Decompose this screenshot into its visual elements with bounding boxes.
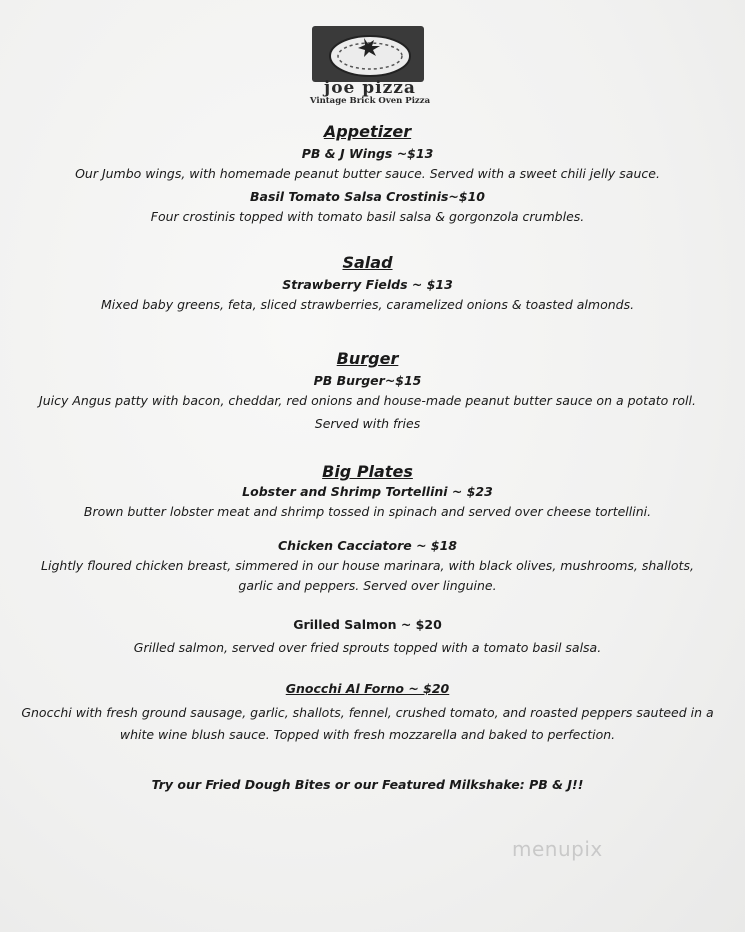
item-description: Four crostinis topped with tomato basil salsa & gorgonzola crumbles.	[150, 209, 585, 224]
item-description: Gnocchi with fresh ground sausage, garlic, shallots, fennel, crushed tomato, and roasted peppers sauteed in a	[21, 705, 714, 720]
item-description: Our Jumbo wings, with homemade peanut butter sauce. Served with a sweet chili jelly sauce.	[75, 166, 660, 181]
featured-note: Try our Fried Dough Bites or our Featured Milkshake: PB & J!!	[151, 777, 584, 792]
item-name: Basil Tomato Salsa Crostinis~$10	[250, 189, 485, 204]
section-title: Big Plates	[322, 462, 413, 481]
restaurant-logo	[290, 22, 450, 108]
item-description: garlic and peppers. Served over linguine.	[238, 578, 497, 593]
section-title: Salad	[342, 253, 393, 272]
logo-name: joe pizza	[324, 78, 416, 98]
item-name: Strawberry Fields ~ $13	[282, 277, 453, 292]
logo-tagline: Vintage Brick Oven Pizza	[309, 96, 431, 106]
section-burger	[10, 347, 725, 434]
section-big-plates	[10, 462, 725, 745]
section-appetizer	[10, 120, 725, 227]
item-description: Juicy Angus patty with bacon, cheddar, red onions and house-made peanut butter sauce on a potato roll.	[39, 393, 696, 408]
item-name: PB Burger~$15	[313, 373, 422, 388]
item-description: Served with fries	[314, 416, 421, 431]
item-name: PB & J Wings ~$13	[301, 146, 434, 161]
section-title: Burger	[336, 349, 399, 368]
item-name: Chicken Cacciatore ~ $18	[278, 538, 457, 553]
item-description: white wine blush sauce. Topped with fresh mozzarella and baked to perfection.	[119, 727, 616, 742]
logo-tomato-emblem	[312, 26, 424, 82]
item-description: Brown butter lobster meat and shrimp tossed in spinach and served over cheese tortellini.	[83, 504, 652, 519]
watermark: menupix	[512, 837, 603, 861]
item-description: Mixed baby greens, feta, sliced strawberries, caramelized onions & toasted almonds.	[100, 297, 635, 312]
item-description: Lightly floured chicken breast, simmered in our house marinara, with black olives, mushrooms, shallots,	[41, 558, 694, 573]
item-description: Grilled salmon, served over fried sprouts topped with a tomato basil salsa.	[133, 640, 602, 655]
item-name: Gnocchi Al Forno ~ $20	[285, 681, 450, 696]
item-name: Lobster and Shrimp Tortellini ~ $23	[242, 484, 493, 499]
section-salad	[10, 251, 725, 315]
section-title: Appetizer	[323, 122, 412, 141]
item-name: Grilled Salmon ~ $20	[293, 617, 442, 632]
menu-body	[10, 120, 725, 795]
